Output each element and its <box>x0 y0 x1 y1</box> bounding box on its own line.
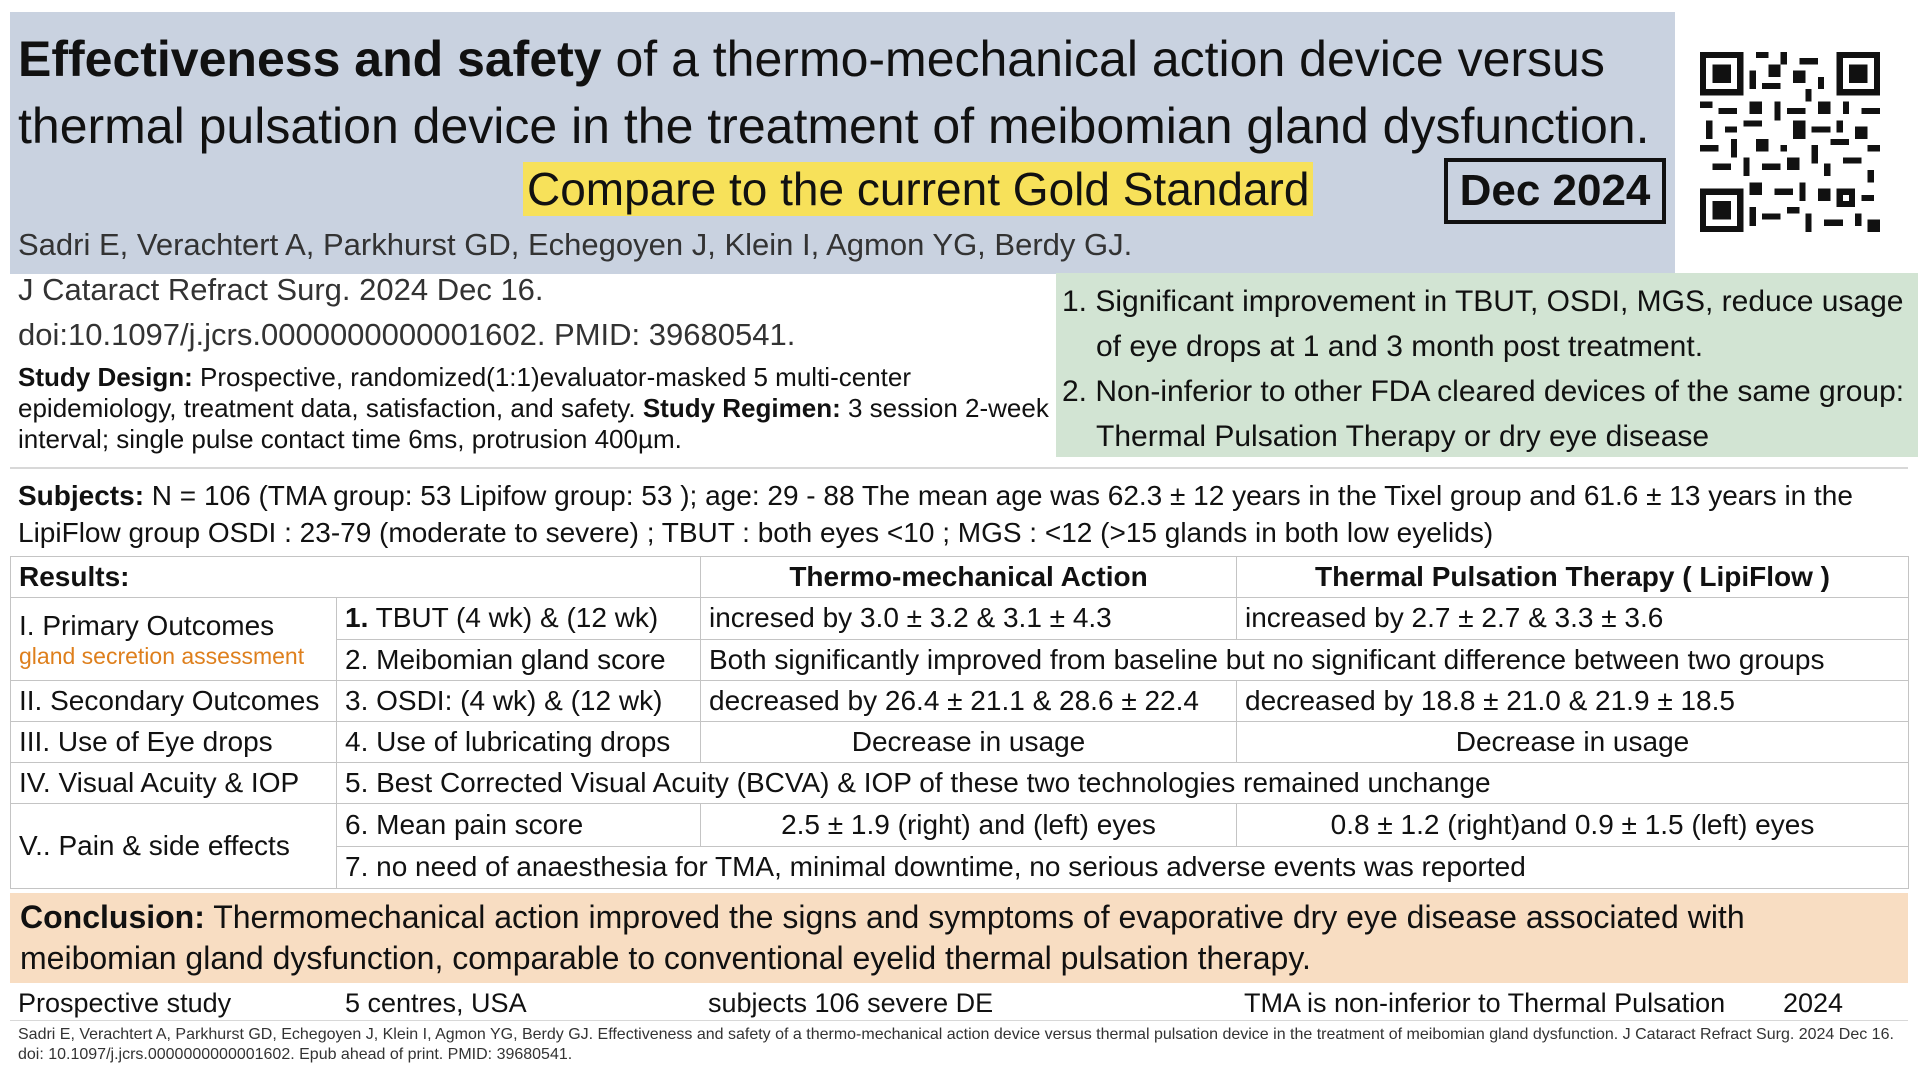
lipiflow-header: Thermal Pulsation Therapy ( LipiFlow ) <box>1237 557 1909 598</box>
mgs-label: 2. Meibomian gland score <box>337 639 701 681</box>
subjects <box>18 477 1908 551</box>
study-design <box>18 362 1058 455</box>
conclusion <box>10 893 1908 983</box>
pain-label: V.. Pain & side effects <box>11 804 337 889</box>
subjects-text: N = 106 (TMA group: 53 Lipifow group: 53 ); age: 29 - 88 The mean age was 62.3 ± 12 years in the Tixel group and 61.6 ± 13 years in the LipiFlow group OSDI : 23-79 (moderate to severe) ; TBUT : both eyes <10 ; MGS : <12 (>15 glands in both low eyelids) <box>18 480 1853 548</box>
table-row <box>11 804 1909 847</box>
tma-header: Thermo-mechanical Action <box>701 557 1237 598</box>
divider <box>10 467 1908 469</box>
visual-acuity-label: IV. Visual Acuity & IOP <box>11 763 337 804</box>
summary-design: Prospective study <box>18 988 232 1018</box>
authors: Sadri E, Verachtert A, Parkhurst GD, Echegoyen J, Klein I, Agmon YG, Berdy GJ. <box>18 227 1133 262</box>
summary-finding: TMA is non-inferior to Thermal Pulsation <box>1244 988 1726 1018</box>
tbut-lipiflow: increased by 2.7 ± 2.7 & 3.3 ± 3.6 <box>1237 598 1909 640</box>
drops-label: 4. Use of lubricating drops <box>337 722 701 763</box>
regimen-label: Study Regimen: <box>642 393 841 423</box>
summary-subjects: subjects 106 severe DE <box>708 988 994 1018</box>
table-row <box>11 763 1909 804</box>
results-table <box>10 556 1909 889</box>
pain-lipiflow: 0.8 ± 1.2 (right)and 0.9 ± 1.5 (left) eyes <box>1237 804 1909 847</box>
row-number: 1. <box>345 602 369 634</box>
conclusion-text: Thermomechanical action improved the signs and symptoms of evaporative dry eye disease associated with meibomian gland dysfunction, comparable to conventional eyelid thermal pulsation therapy. <box>20 899 1745 976</box>
regimen-text: 3 session 2-week interval; single pulse contact time 6ms, protrusion 400µm. <box>18 393 1049 454</box>
table-row <box>11 722 1909 763</box>
reference-citation: Sadri E, Verachtert A, Parkhurst GD, Echegoyen J, Klein I, Agmon YG, Berdy GJ. Effectiveness and safety of a thermo-mechanical action device versus thermal pulsation device in the treatment of meibomian gland dysfunction. J Cataract Refract Surg. 2024 Dec 16. doi: 10.1097/j.jcrs.0000000000001602. Epub ahead of print. PMID: 39680541. <box>18 1026 1894 1063</box>
key-findings <box>1056 273 1918 457</box>
tbut-tma: incresed by 3.0 ± 3.2 & 3.1 ± 4.3 <box>701 598 1237 640</box>
finding-item: 2. Non-inferior to other FDA cleared devices of the same group: Thermal Pulsation Therapy or dry eye disease <box>1062 375 1905 453</box>
design-label: Study Design: <box>18 362 193 392</box>
drops-lipiflow: Decrease in usage <box>1237 722 1909 763</box>
summary-sites: 5 centres, USA <box>345 988 527 1018</box>
secondary-outcomes-label: II. Secondary Outcomes <box>11 681 337 722</box>
table-row <box>11 681 1909 722</box>
doi: doi:10.1097/j.jcrs.0000000000001602. PMID: 39680541. <box>18 317 796 352</box>
divider <box>10 1020 1908 1021</box>
date-badge: Dec 2024 <box>1444 158 1666 224</box>
gold-standard-highlight: Compare to the current Gold Standard <box>523 162 1313 216</box>
subjects-label: Subjects: <box>18 480 145 511</box>
mgs-result: Both significantly improved from baseline but no significant difference between two groups <box>701 639 1909 681</box>
summary-year: 2024 <box>1783 988 1844 1018</box>
osdi-lipiflow: decreased by 18.8 ± 21.0 & 21.9 ± 18.5 <box>1237 681 1909 722</box>
table-row <box>11 598 1909 640</box>
paper-title <box>18 26 1658 160</box>
primary-outcomes-cell <box>11 598 337 681</box>
conclusion-label: Conclusion: <box>20 899 205 935</box>
osdi-tma: decreased by 26.4 ± 21.1 & 28.6 ± 22.4 <box>701 681 1237 722</box>
bcva-result: 5. Best Corrected Visual Acuity (BCVA) & IOP of these two technologies remained unchange <box>337 763 1909 804</box>
primary-outcomes-label: I. Primary Outcomes <box>19 610 275 641</box>
design-text: Prospective, randomized(1:1)evaluator-masked 5 multi-center epidemiology, treatment data, satisfaction, and safety. <box>18 362 911 423</box>
tbut-label <box>337 598 701 640</box>
row-label: TBUT (4 wk) & (12 wk) <box>368 602 659 634</box>
eye-drops-label: III. Use of Eye drops <box>11 722 337 763</box>
osdi-label: 3. OSDI: (4 wk) & (12 wk) <box>337 681 701 722</box>
results-header: Results: <box>11 557 701 598</box>
drops-tma: Decrease in usage <box>701 722 1237 763</box>
table-header-row <box>11 557 1909 598</box>
title-rest: of a thermo-mechanical action device versus thermal pulsation device in the treatment of meibomian gland dysfunction. <box>18 31 1650 154</box>
side-effects-result: 7. no need of anaesthesia for TMA, minimal downtime, no serious adverse events was reported <box>337 846 1909 889</box>
primary-outcomes-sub: gland secretion assessment <box>19 643 305 669</box>
journal: J Cataract Refract Surg. 2024 Dec 16. <box>18 272 544 307</box>
qr-code-icon[interactable] <box>1700 52 1880 232</box>
pain-score-label: 6. Mean pain score <box>337 804 701 847</box>
pain-tma: 2.5 ± 1.9 (right) and (left) eyes <box>701 804 1237 847</box>
finding-item: 1. Significant improvement in TBUT, OSDI, MGS, reduce usage of eye drops at 1 and 3 month post treatment. <box>1062 285 1904 363</box>
title-bold: Effectiveness and safety <box>18 31 602 87</box>
